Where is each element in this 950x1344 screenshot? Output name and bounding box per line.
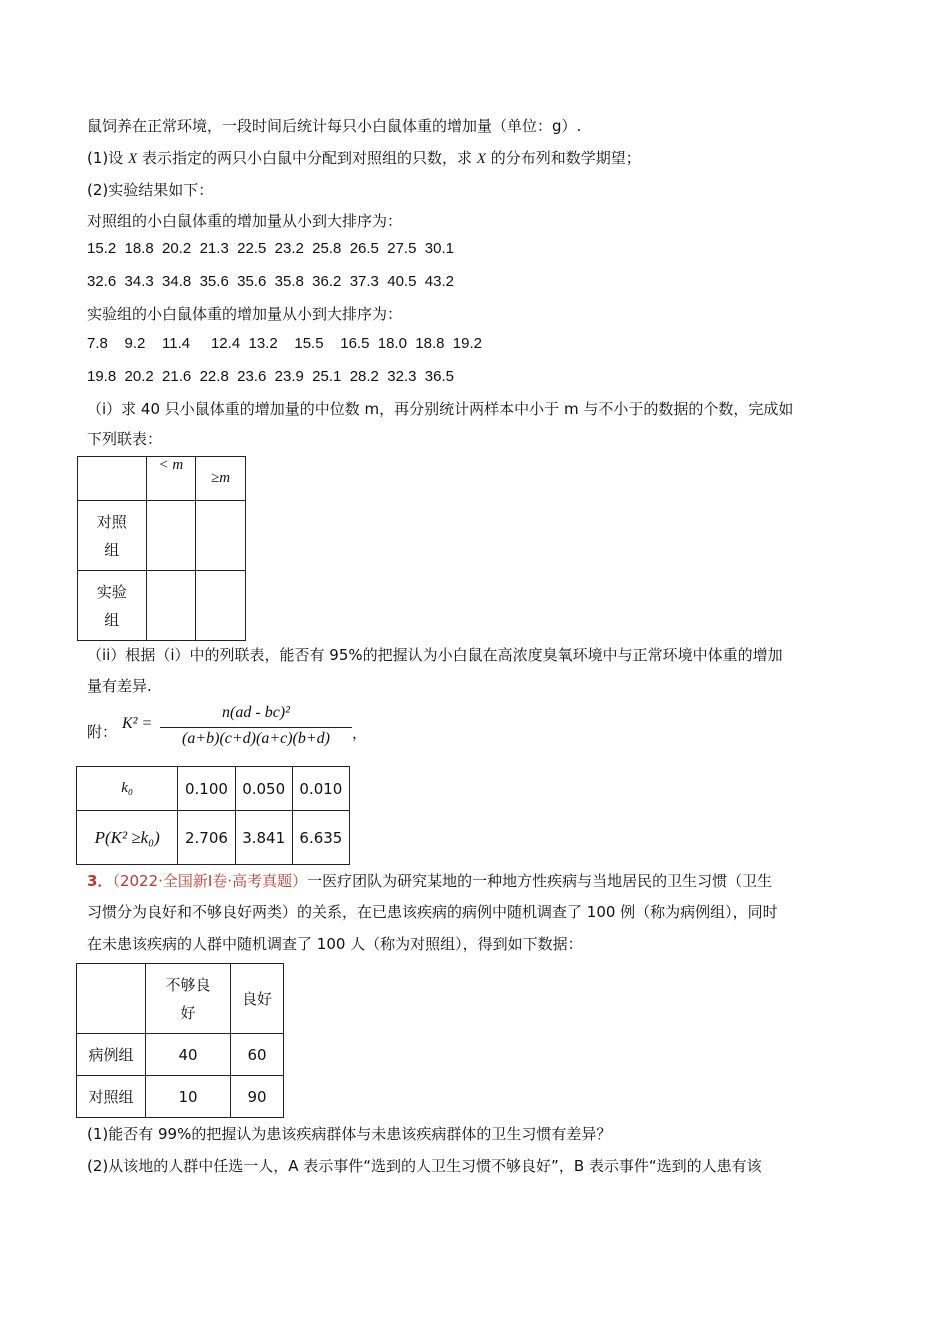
formula-numerator: n(ad - bc)² bbox=[222, 704, 290, 721]
q3-number: 3． bbox=[87, 872, 113, 890]
table2-head-label: k₀ bbox=[77, 767, 178, 811]
table2-row-v1: 2.706 bbox=[178, 811, 235, 865]
question-2-title: (2)实验结果如下： bbox=[87, 181, 214, 199]
contingency-table-2 bbox=[76, 963, 284, 1118]
experiment-title: 实验组的小白鼠体重的增加量从小到大排序为： bbox=[87, 305, 403, 323]
table3-row-case-v2: 60 bbox=[231, 1034, 284, 1076]
part-i-line-2: 下列联表： bbox=[87, 430, 163, 448]
question-1 bbox=[87, 148, 641, 169]
q1-suffix: 的分布列和数学期望； bbox=[490, 149, 641, 167]
experiment-row-2: 19.8 20.2 21.6 22.8 23.6 23.9 25.1 28.2 32.3 36.5 bbox=[87, 368, 454, 385]
control-row-1: 15.2 18.8 20.2 21.3 22.5 23.2 25.8 26.5 27.5 30.1 bbox=[87, 240, 454, 257]
table2-head-v3: 0.010 bbox=[292, 767, 349, 811]
part-i-line-1: （i）求 40 只小鼠体重的增加量的中位数 m，再分别统计两样本中小于 m 与不小于的数据的个数，完成如 bbox=[87, 400, 794, 418]
formula-lhs: K² = bbox=[122, 715, 153, 732]
table3-col-good: 良好 bbox=[231, 964, 284, 1034]
formula-denominator: (a+b)(c+d)(a+c)(b+d) bbox=[181, 730, 330, 747]
table1-cell bbox=[196, 501, 246, 571]
control-row-2: 32.6 34.3 34.8 35.6 35.6 35.8 36.2 37.3 40.5 43.2 bbox=[87, 273, 454, 290]
q1-mid: 表示指定的两只小白鼠中分配到对照组的只数，求 bbox=[141, 149, 472, 167]
table2-row-v2: 3.841 bbox=[235, 811, 292, 865]
table1-corner bbox=[78, 457, 147, 501]
table3-col-not-good-a: 不够良 bbox=[165, 975, 211, 994]
table1-cell bbox=[196, 571, 246, 641]
question-3-line-2: 习惯分为良好和不够良好两类）的关系，在已患该疾病的病例中随机调查了 100 例（称为病例组），同时 bbox=[87, 903, 778, 921]
table3-corner bbox=[77, 964, 146, 1034]
contingency-table-1 bbox=[77, 456, 246, 641]
question-3-sub-1: (1)能否有 99%的把握认为患该疾病群体与未患该疾病群体的卫生习惯有差异？ bbox=[87, 1125, 612, 1143]
table1-col-less: < m bbox=[146, 457, 196, 501]
question-3-line-3: 在未患该疾病的人群中随机调查了 100 人（称为对照组），得到如下数据： bbox=[87, 935, 583, 953]
table3-col-not-good bbox=[146, 964, 231, 1034]
part-ii-line-2: 量有差异. bbox=[87, 677, 152, 695]
table1-row-control-a: 对照 bbox=[96, 512, 127, 531]
question-3-line-1 bbox=[87, 871, 772, 891]
experiment-row-1: 7.8 9.2 11.4 12.4 13.2 15.5 16.5 18.0 18.8 19.2 bbox=[87, 335, 483, 352]
q3-line1-rest: 一医疗团队为研究某地的一种地方性疾病与当地居民的卫生习惯（卫生 bbox=[307, 872, 773, 890]
table2-head-v1: 0.100 bbox=[178, 767, 235, 811]
table2-row-label: P(K² ≥k₀) bbox=[77, 811, 178, 865]
table1-row-control-b: 组 bbox=[104, 540, 120, 559]
table1-row-experiment-a: 实验 bbox=[96, 582, 127, 601]
table1-col-geq: ≥m bbox=[196, 457, 246, 501]
table1-row-control bbox=[78, 501, 147, 571]
table1-row-experiment bbox=[78, 571, 147, 641]
fraction-bar bbox=[160, 727, 352, 728]
q3-source: （2022·全国新Ⅰ卷·高考真题） bbox=[112, 872, 308, 890]
control-title: 对照组的小白鼠体重的增加量从小到大排序为： bbox=[87, 212, 403, 230]
table1-cell bbox=[146, 501, 196, 571]
table2-row-v3: 6.635 bbox=[292, 811, 349, 865]
table1-row-experiment-b: 组 bbox=[104, 610, 120, 629]
appendix-label: 附： bbox=[87, 723, 118, 741]
intro-line: 鼠饲养在正常环境，一段时间后统计每只小白鼠体重的增加量（单位：g）. bbox=[87, 117, 582, 135]
table3-row-case: 病例组 bbox=[77, 1034, 146, 1076]
q1-prefix: (1)设 bbox=[87, 149, 124, 167]
var-x-2: X bbox=[476, 151, 486, 167]
table3-row-control-v1: 10 bbox=[146, 1076, 231, 1118]
question-3-sub-2: (2)从该地的人群中任选一人，A 表示事件“选到的人卫生习惯不够良好”，B 表示事件“选到的人患有该 bbox=[87, 1157, 762, 1175]
var-x: X bbox=[128, 151, 138, 167]
table3-row-control-v2: 90 bbox=[231, 1076, 284, 1118]
table3-row-control: 对照组 bbox=[77, 1076, 146, 1118]
part-ii-line-1: （ii）根据（i）中的列联表，能否有 95%的把握认为小白鼠在高浓度臭氧环境中与正常环境中体重的增加 bbox=[87, 646, 783, 664]
table2-head-v2: 0.050 bbox=[235, 767, 292, 811]
table3-col-not-good-b: 好 bbox=[180, 1003, 196, 1022]
table3-row-case-v1: 40 bbox=[146, 1034, 231, 1076]
formula-tail: ， bbox=[352, 724, 368, 742]
table1-cell bbox=[146, 571, 196, 641]
critical-value-table bbox=[76, 766, 350, 865]
